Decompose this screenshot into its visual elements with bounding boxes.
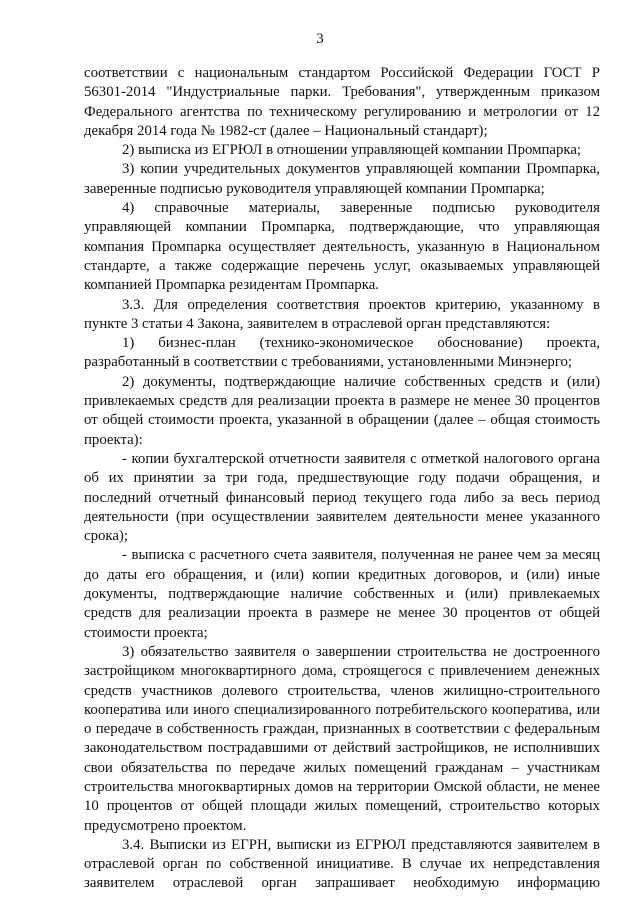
list-item-accounting-reports: - копии бухгалтерской отчетности заявителя с отметкой налогового органа об их принятии за три года, предшествующие году подачи обращения, и последний отчетный финансовый период текущего года либо за весь период деятельности (при осуществлении заявителем деятельности менее указанного срока); [84, 450, 600, 545]
paragraph-item-2-funds-documents: 2) документы, подтверждающие наличие собственных средств и (или) привлекаемых средств для реализации проекта в размере не менее 30 процентов от общей стоимости проекта, указанной в обращении (далее – общая стоимость проекта): [84, 373, 600, 448]
page-number: 3 [316, 31, 324, 47]
document-body [84, 64, 600, 894]
paragraph-item-2-egrul: 2) выписка из ЕГРЮЛ в отношении управляющей компании Промпарка; [122, 142, 582, 159]
paragraph-clause-3-4: 3.4. Выписки из ЕГРН, выписки из ЕГРЮЛ представляются заявителем в отраслевой орган по собственной инициативе. В случае их непредставления заявителем отраслевой орган запрашивает необходимую информацию [84, 836, 600, 892]
paragraph-item-3-charter-copies: 3) копии учредительных документов управляющей компании Промпарка, заверенные подписью руководителя управляющей компании Промпарка; [84, 161, 600, 197]
paragraph-item-1-business-plan: 1) бизнес-план (технико-экономическое обоснование) проекта, разработанный в соответствии с требованиями, установленными Минэнерго; [84, 335, 600, 371]
list-item-bank-statement: - выписка с расчетного счета заявителя, полученная не ранее чем за месяц до даты его обращения, и (или) копии кредитных договоров, и (или) иные документы, подтверждающие наличие собственных и (или) привлекаемых средств для реализации проекта в размере не менее 30 процентов от общей стоимости проекта; [84, 547, 600, 641]
paragraph-item-3-construction-obligation: 3) обязательство заявителя о завершении строительства не достроенного застройщиком многоквартирного дома, строящегося с привлечением денежных средств участников долевого строительства, членов жилищно-строительного кооператива или иного специализированного потребительского кооператива, или о передаче в собственность граждан, признанных в соответствии с федеральным законодательством пострадавшими от действий застройщиков, не исполнивших свои обязательства по передаче жилых помещений гражданам – участникам строительства многоквартирных домов на территории Омской области, не менее 10 процентов от общей площади жилых помещений, строительство которых предусмотрено проектом. [84, 643, 600, 834]
paragraph-item-4-reference-materials: 4) справочные материалы, заверенные подписью руководителя управляющей компании Промпарка, подтверждающие, что управляющая компания Промпарка осуществляет деятельность, указанную в Национальном стандарте, а также содержащие перечень услуг, оказываемых управляющей компанией Промпарка резидентам Промпарка. [84, 200, 600, 294]
paragraph-standard-continuation: соответствии с национальным стандартом Российской Федерации ГОСТ Р 56301-2014 "Индустриальные парки. Требования", утвержденным приказом Федерального агентства по техническому регулированию и метрологии от 12 декабря 2014 года № 1982-ст (далее – Национальный стандарт); [84, 65, 600, 139]
paragraph-clause-3-3: 3.3. Для определения соответствия проектов критерию, указанному в пункте 3 статьи 4 Закона, заявителем в отраслевой орган представляются: [84, 296, 600, 332]
